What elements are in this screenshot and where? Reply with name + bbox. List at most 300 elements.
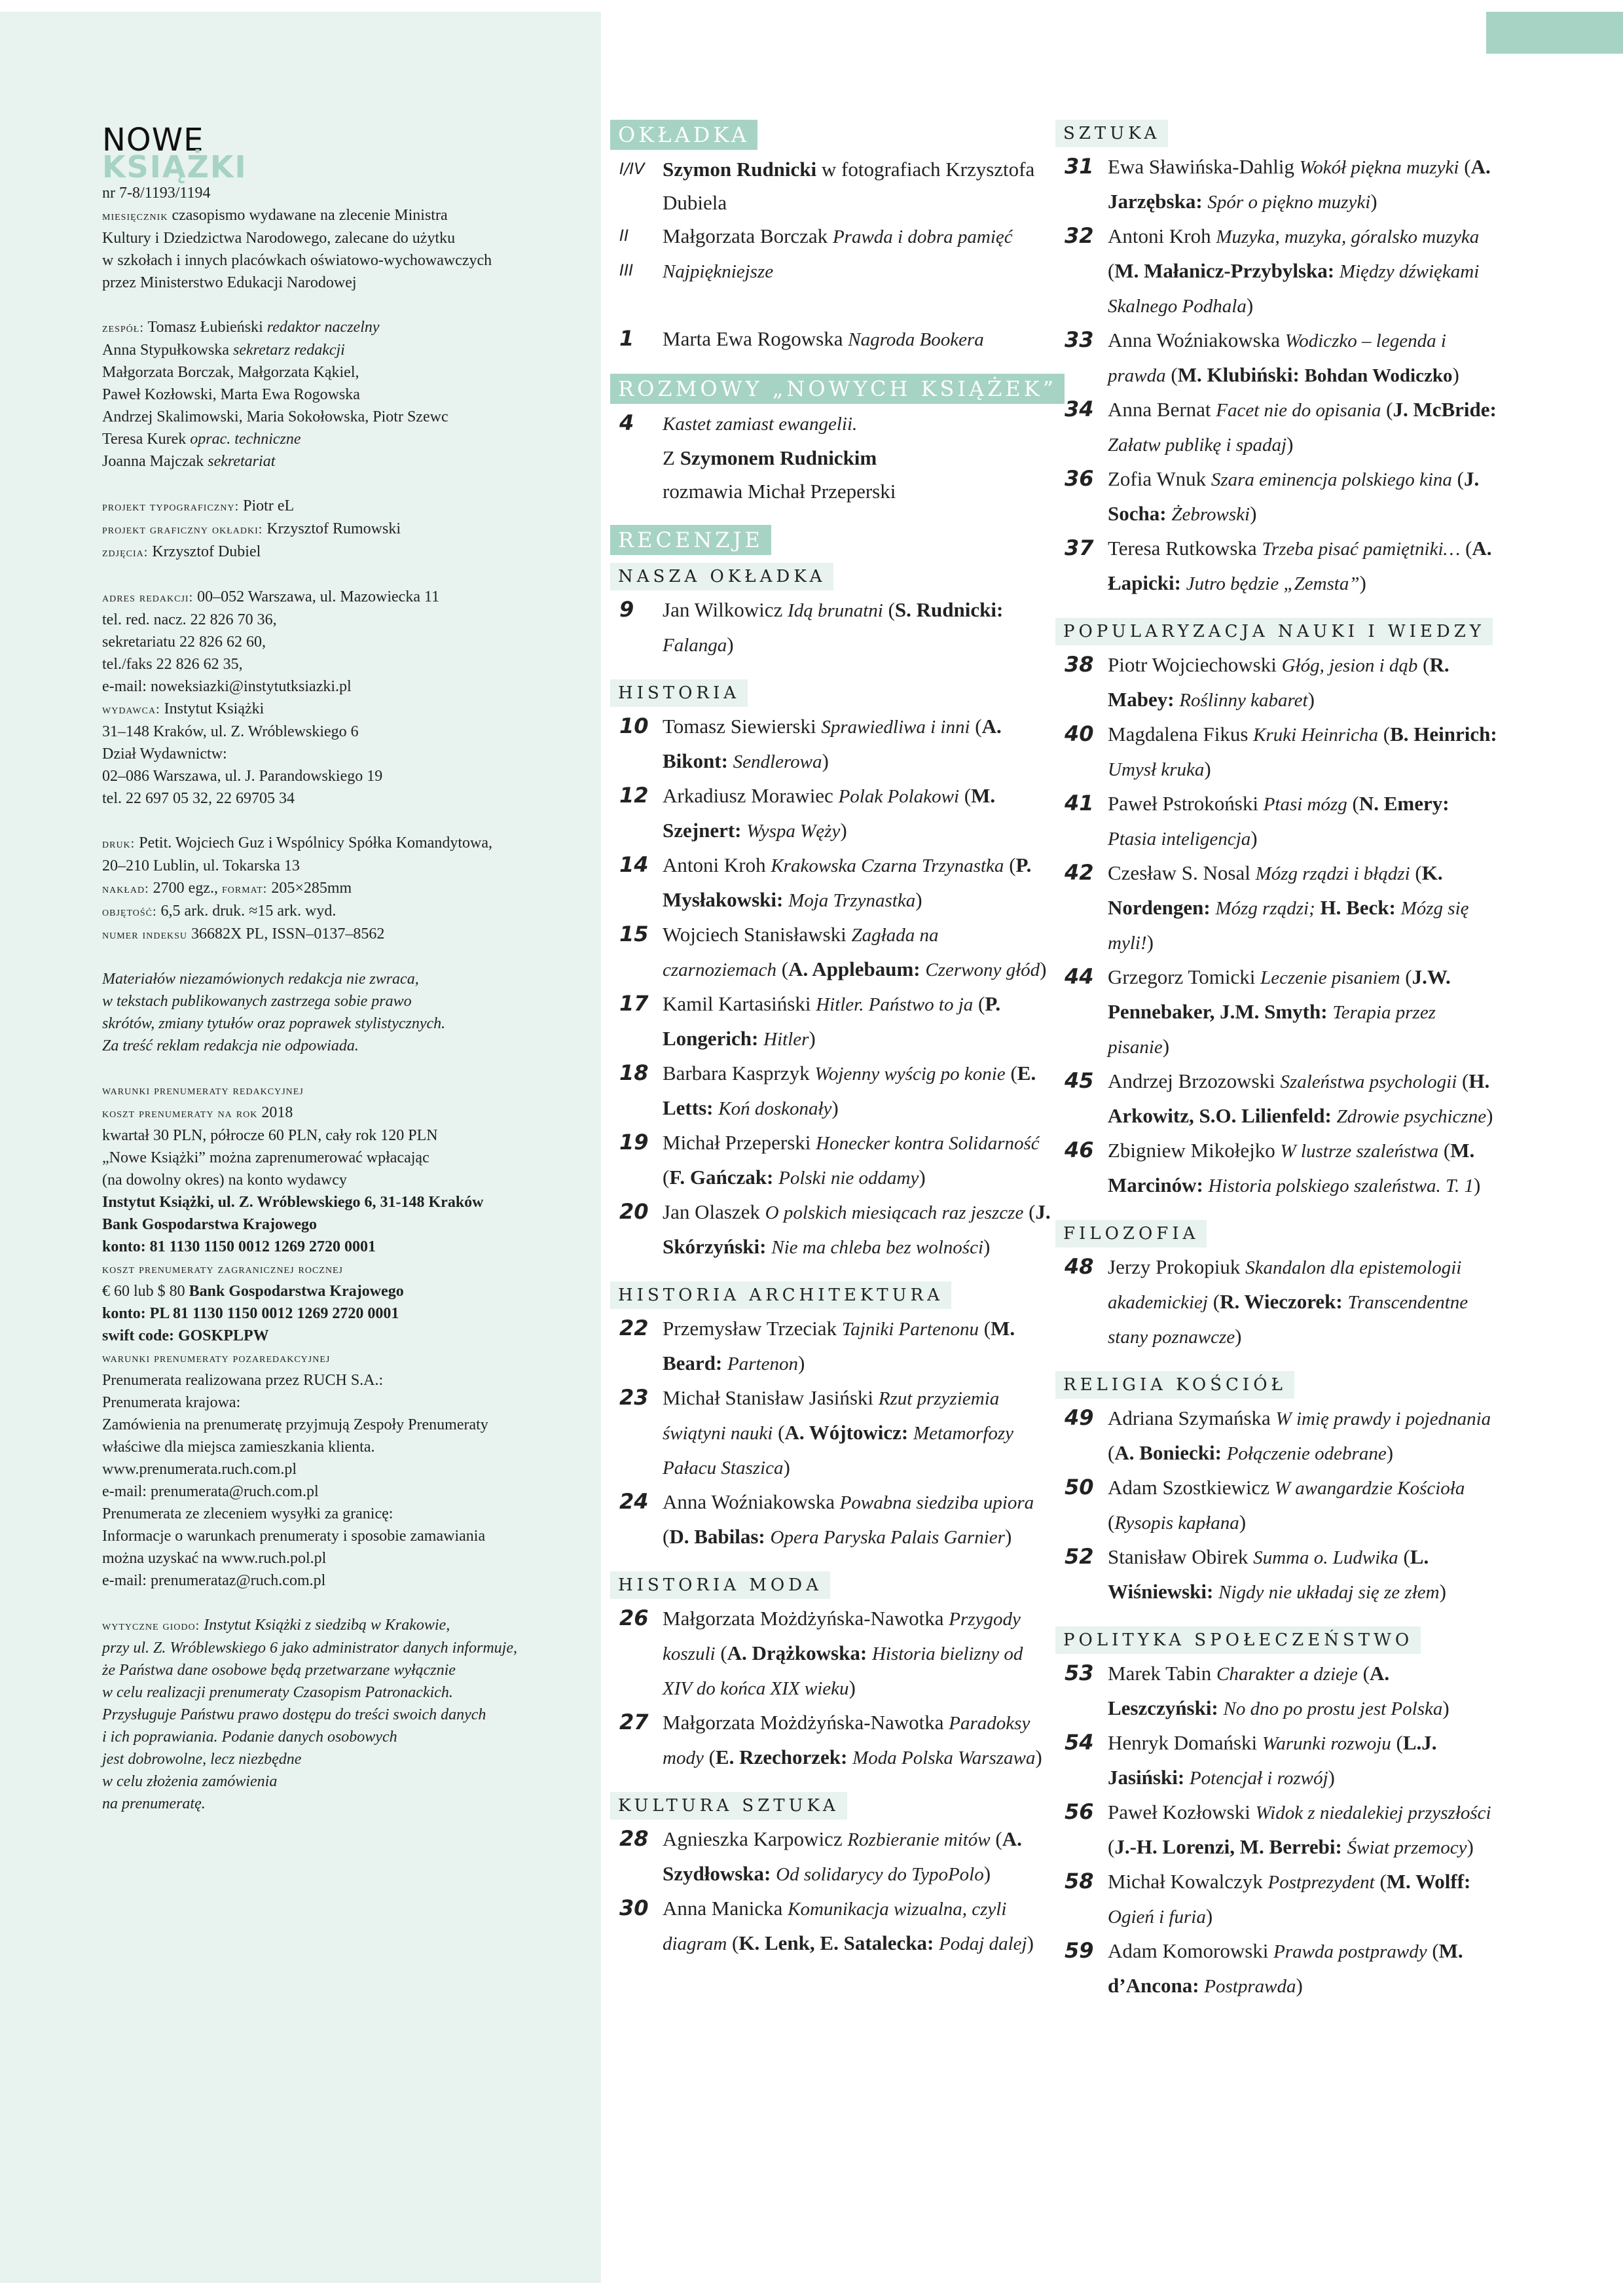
page-number: 12	[619, 783, 649, 808]
toc-entry: 31 Ewa Sławińska-Dahlig Wokół piękna muzyki (A. Jarzębska: Spór o piękno muzyki)	[1055, 150, 1501, 219]
entry-title: W lustrze szaleństwa	[1280, 1141, 1439, 1162]
entry-text: w fotografiach Krzysztofa Dubiela	[663, 158, 1035, 214]
team-secretariat: Joanna Majczak sekretariat	[102, 453, 276, 470]
entry-title: Muzyka, muzyka, góralsko muzyka	[1216, 226, 1480, 247]
entry-title: Nagroda Bookera	[848, 329, 984, 350]
team-second: Anna Stypułkowska sekretarz redakcji	[102, 342, 345, 359]
section-subheader-row	[1055, 120, 1501, 147]
reviewed-author: L.J. Jasiński:	[1108, 1731, 1437, 1789]
reviewed-author: A. Leszczyński:	[1108, 1662, 1390, 1719]
toc-section	[610, 120, 1055, 357]
page-number: 15	[619, 922, 649, 946]
description-lines-item: Kultury i Dziedzictwa Narodowego, zalecane do użytku	[102, 230, 456, 247]
entry-title: Facet nie do opisania	[1216, 400, 1381, 421]
reviewed-author: A. Applebaum:	[788, 958, 921, 980]
section-subheader-row	[610, 1792, 1055, 1820]
reviewed-author: A. Wójtowicz:	[784, 1421, 909, 1444]
logo-line-1: NOWE	[102, 122, 204, 158]
toc-entry	[610, 322, 1055, 357]
toc-entry	[610, 289, 1055, 322]
subscription-year: koszt prenumeraty na rok 2018	[102, 1104, 293, 1121]
reviewed-author: M. Szejnert:	[663, 784, 996, 842]
section-subheader: SZTUKA	[1055, 120, 1168, 147]
reviewed-title: Potencjał i rozwój	[1189, 1768, 1328, 1789]
page-number: 44	[1065, 964, 1094, 989]
reviewed-author: M. d’Ancona:	[1108, 1939, 1463, 1997]
entry-title: Trzeba pisać pamiętniki…	[1262, 539, 1461, 560]
publisher-lines-item: 31–148 Kraków, ul. Z. Wróblewskiego 6	[102, 723, 359, 740]
entry-author: Szymon Rudnicki	[663, 158, 817, 181]
entry-title: Summa o. Ludwika	[1253, 1547, 1398, 1568]
publisher-lines-item: 02–086 Warszawa, ul. J. Parandowskiego 19	[102, 768, 383, 785]
toc-entry: 37 Teresa Rutkowska Trzeba pisać pamiętniki… (A. Łapicki: Jutro będzie „Zemsta”)	[1055, 531, 1501, 601]
subscription-lines-item: (na dowolny okres) na konto wydawcy	[102, 1172, 347, 1189]
foreign-bold	[102, 1302, 574, 1347]
entry-title: Polak Polakowi	[838, 786, 960, 807]
reviewed-title: Roślinny kabaret	[1179, 690, 1308, 711]
toc-entry: 17 Kamil Kartasiński Hitler. Państwo to ja (P. Longerich: Hitler)	[610, 987, 1055, 1056]
reviewed-title: Metamorfozy Pałacu Staszica	[663, 1423, 1014, 1479]
section-header: OKŁADKA	[610, 120, 757, 150]
toc-section	[1055, 1371, 1501, 1609]
toc-entry: 45 Andrzej Brzozowski Szaleństwa psychologii (H. Arkowitz, S.O. Lilienfeld: Zdrowie psychiczne)	[1055, 1064, 1501, 1134]
giodo-lines-item: że Państwa dane osobowe będą przetwarzane wyłącznie	[102, 1662, 456, 1679]
reviewed-author: N. Emery:	[1359, 792, 1450, 815]
entry-author: Marek Tabin	[1108, 1662, 1212, 1685]
page-number: 1	[619, 326, 634, 351]
entry-author: Piotr Wojciechowski	[1108, 653, 1277, 676]
reviewed-title: Koń doskonały	[718, 1098, 832, 1119]
entry-title: Zagłada na czarnoziemach	[663, 925, 939, 980]
address: adres redakcji: 00–052 Warszawa, ul. Mazowiecka 11	[102, 588, 440, 605]
reviewed-title: Polski nie oddamy	[778, 1168, 919, 1189]
entry-author: Marta Ewa Rogowska	[663, 327, 843, 350]
reviewed-title: Ptasia inteligencja	[1108, 829, 1251, 850]
entry-title: Komunikacja wizualna, czyli diagram	[663, 1899, 1007, 1954]
section-subheader: HISTORIA	[610, 679, 748, 707]
foreign-bold-item: konto: PL 81 1130 1150 0012 1269 2720 0001	[102, 1305, 399, 1322]
toc-entry: 28 Agnieszka Karpowicz Rozbieranie mitów (A. Szydłowska: Od solidarycy do TypoPolo)	[610, 1822, 1055, 1892]
toc-entry	[610, 219, 1055, 254]
nonedit-lines-item: e-mail: prenumerata@ruch.com.pl	[102, 1483, 319, 1500]
reviewed-title: Nie ma chleba bez wolności	[771, 1237, 984, 1258]
team-lines	[102, 361, 574, 428]
toc-entries	[1055, 1657, 1501, 2003]
toc-entry: 27 Małgorzata Możdżyńska-Nawotka Paradoksy mody (E. Rzechorzek: Moda Polska Warszawa)	[610, 1706, 1055, 1775]
page-number: 53	[1065, 1660, 1094, 1685]
page-number: 48	[1065, 1254, 1094, 1279]
disclaimer-item: w tekstach publikowanych zastrzega sobie prawo	[102, 993, 412, 1010]
entry-author: Przemysław Trzeciak	[663, 1317, 837, 1340]
toc-entry: 14 Antoni Kroh Krakowska Czarna Trzynastka (P. Mysłakowski: Moja Trzynastka)	[610, 848, 1055, 918]
entry-author: Antoni Kroh	[1108, 224, 1211, 247]
logo-line-2: KSIĄŻKI	[102, 149, 247, 185]
page-number: 28	[619, 1826, 649, 1851]
toc-entries	[610, 406, 1055, 508]
section-subheader: NASZA OKŁADKA	[610, 563, 833, 590]
entry-author: Henryk Domański	[1108, 1731, 1258, 1754]
toc-entry: 40 Magdalena Fikus Kruki Heinricha (B. Heinrich: Umysł kruka)	[1055, 717, 1501, 787]
reviewed-author: E. Letts:	[663, 1062, 1036, 1119]
toc-section	[610, 1792, 1055, 1961]
entry-title: Ptasi mózg	[1263, 794, 1347, 815]
reviewed-title: Ogień i furia	[1108, 1907, 1206, 1928]
entry-author: Stanisław Obirek	[1108, 1545, 1249, 1568]
reviewed-title: Świat przemocy	[1347, 1837, 1467, 1858]
reviewed-author: A. Szydłowska:	[663, 1827, 1022, 1885]
toc-entry: 20 Jan Olaszek O polskich miesiącach raz jeszcze (J. Skórzyński: Nie ma chleba bez wolności)	[610, 1195, 1055, 1265]
reviewed-title: Transcendentne stany poznawcze	[1108, 1292, 1468, 1348]
entry-title: Prawda postprawdy	[1273, 1941, 1427, 1962]
toc-entry	[610, 254, 1055, 289]
page-number: III	[619, 261, 634, 279]
entry-title: Skandalon dla epistemologii akademickiej	[1108, 1257, 1462, 1313]
section-subheader-row	[1055, 1626, 1501, 1654]
reviewed-title: Partenon	[727, 1354, 798, 1374]
reviewed-author: M. Wolff:	[1386, 1870, 1471, 1893]
nonedit-lines	[102, 1369, 574, 1592]
page-number: 24	[619, 1489, 649, 1514]
toc-entry: 30 Anna Manicka Komunikacja wizualna, czyli diagram (K. Lenk, E. Satalecka: Podaj dalej)	[610, 1892, 1055, 1961]
page-number: 37	[1065, 535, 1094, 560]
entry-title: Szara eminencja polskiego kina	[1211, 469, 1452, 490]
page-number: 31	[1065, 154, 1094, 179]
team: zespół: Tomasz Łubieński redaktor naczelny	[102, 319, 380, 336]
toc-entry: 46 Zbigniew Mikołejko W lustrze szaleństwa (M. Marcinów: Historia polskiego szaleństwa. T. 1)	[1055, 1134, 1501, 1203]
toc-entries	[610, 152, 1055, 357]
entry-author: Anna Bernat	[1108, 398, 1211, 421]
entry-title: Rzut przyziemia świątyni nauki	[663, 1388, 1000, 1444]
toc-entry	[610, 406, 1055, 508]
reviewed-author: P. Longerich:	[663, 992, 1001, 1050]
entry-author: Zofia Wnuk	[1108, 467, 1207, 490]
section-subheader-row	[610, 563, 1055, 590]
address-lines-item: tel./faks 22 826 62 35,	[102, 656, 243, 673]
masthead	[102, 124, 574, 1815]
section-header-row	[610, 120, 1055, 150]
toc-entries	[610, 1822, 1055, 1961]
reviewed-author: M. Marcinów:	[1108, 1139, 1475, 1196]
giodo: wytyczne giodo: Instytut Książki z siedzibą w Krakowie,	[102, 1617, 450, 1634]
toc-entry: 50 Adam Szostkiewicz W awangardzie Kościoła (Rysopis kapłana)	[1055, 1471, 1501, 1540]
entry-author: Jerzy Prokopiuk	[1108, 1255, 1241, 1278]
page-number: 14	[619, 852, 649, 877]
toc-section	[1055, 120, 1501, 601]
toc-entry: 10 Tomasz Siewierski Sprawiedliwa i inni (A. Bikont: Sendlerowa)	[610, 709, 1055, 779]
reviewed-title: Bohdan Wodiczko	[1304, 365, 1453, 386]
toc-entry: 34 Anna Bernat Facet nie do opisania (J. McBride: Załatw publikę i spadaj)	[1055, 393, 1501, 462]
toc-entries	[610, 1602, 1055, 1775]
toc-entry: 15 Wojciech Stanisławski Zagłada na czarnoziemach (A. Applebaum: Czerwony głód)	[610, 918, 1055, 987]
page-number: 40	[1065, 721, 1094, 746]
toc-section	[610, 374, 1055, 508]
page-number: 18	[619, 1060, 649, 1085]
page-number: 27	[619, 1710, 649, 1734]
toc-entry: 33 Anna Woźniakowska Wodiczko – legenda i prawda (M. Klubiński: Bohdan Wodiczko)	[1055, 323, 1501, 393]
entry-author: Zbigniew Mikołejko	[1108, 1139, 1275, 1162]
page-number: 36	[1065, 466, 1094, 491]
toc-entry: 23 Michał Stanisław Jasiński Rzut przyziemia świątyni nauki (A. Wójtowicz: Metamorfozy Pałacu Staszica)	[610, 1381, 1055, 1485]
subscription-bold-item: Instytut Książki, ul. Z. Wróblewskiego 6, 31-148 Kraków	[102, 1194, 484, 1211]
page-number: 42	[1065, 860, 1094, 885]
entry-title: Powabna siedziba upiora	[839, 1492, 1034, 1513]
toc-section	[1055, 1626, 1501, 2003]
page-number: 22	[619, 1316, 649, 1340]
toc-section	[610, 1282, 1055, 1554]
toc-entries	[1055, 1401, 1501, 1609]
entry-author: Małgorzata Możdżyńska-Nawotka	[663, 1607, 944, 1630]
toc-entry: 22 Przemysław Trzeciak Tajniki Partenonu (M. Beard: Partenon)	[610, 1312, 1055, 1381]
entry-author: Teresa Rutkowska	[1108, 537, 1257, 560]
page-number: 10	[619, 713, 649, 738]
section-subheader: KULTURA SZTUKA	[610, 1792, 847, 1820]
toc-entry: 19 Michał Przeperski Honecker kontra Solidarność (F. Gańczak: Polski nie oddamy)	[610, 1126, 1055, 1195]
subscription-bold-item: konto: 81 1130 1150 0012 1269 2720 0001	[102, 1238, 376, 1255]
entry-author: Arkadiusz Morawiec	[663, 784, 833, 807]
toc-entries	[610, 1312, 1055, 1554]
entry-title: Szaleństwa psychologii	[1280, 1071, 1457, 1092]
toc-entry: 54 Henryk Domański Warunki rozwoju (L.J. Jasiński: Potencjał i rozwój)	[1055, 1726, 1501, 1795]
entry-title: Tajniki Partenonu	[841, 1319, 979, 1340]
address-lines-item: e-mail: noweksiazki@instytutksiazki.pl	[102, 678, 352, 695]
reviewed-author: R. Mabey:	[1108, 653, 1450, 711]
toc-entry	[610, 152, 1055, 219]
publisher-lines-item: tel. 22 697 05 32, 22 69705 34	[102, 790, 295, 807]
entry-author: Paweł Kozłowski	[1108, 1801, 1250, 1823]
subscription-lines-item: kwartał 30 PLN, półrocze 60 PLN, cały rok 120 PLN	[102, 1127, 438, 1144]
nonedit-lines-item: Informacje o warunkach prenumeraty i sposobie zamawiania	[102, 1528, 486, 1545]
entry-title: Przygody koszuli	[663, 1609, 1021, 1664]
toc-entry: 18 Barbara Kasprzyk Wojenny wyścig po konie (E. Letts: Koń doskonały)	[610, 1056, 1055, 1126]
disclaimer-item: Materiałów niezamówionych redakcja nie zwraca,	[102, 971, 419, 988]
print-run: nakład: 2700 egz., format: 205×285mm	[102, 880, 352, 897]
entry-prefix: Z	[663, 446, 675, 469]
reviewed-author: J. Socha:	[1108, 467, 1480, 525]
reviewed-title: Opera Paryska Palais Garnier	[770, 1527, 1005, 1548]
reviewed-author: M. Beard:	[663, 1317, 1015, 1374]
reviewed-author: A. Boniecki:	[1114, 1441, 1222, 1464]
section-header: RECENZJE	[610, 525, 771, 555]
reviewed-title: Od solidarycy do TypoPolo	[776, 1864, 984, 1885]
giodo-lines-item: przy ul. Z. Wróblewskiego 6 jako administrator danych informuje,	[102, 1640, 517, 1657]
subscription-lines	[102, 1124, 574, 1191]
disclaimer	[102, 968, 574, 1057]
toc-entries	[610, 593, 1055, 662]
toc-column-1	[610, 120, 1055, 1961]
reviewed-author: S. Rudnicki:	[894, 598, 1004, 621]
reviewed-author: J. McBride:	[1393, 398, 1497, 421]
section-subheader: FILOZOFIA	[1055, 1220, 1207, 1247]
typo-design: projekt typograficzny: Piotr eL	[102, 497, 295, 514]
entry-title: Postprezydent	[1267, 1872, 1375, 1893]
entry-title: O polskich miesiącach raz jeszcze	[765, 1202, 1024, 1223]
giodo-lines-item: jest dobrowolne, lecz niezbędne	[102, 1751, 302, 1768]
toc-entry: 38 Piotr Wojciechowski Głóg, jesion i dąb (R. Mabey: Roślinny kabaret)	[1055, 648, 1501, 717]
entry-author: Ewa Sławińska-Dahlig	[1108, 155, 1294, 178]
giodo-lines-item: Przysługuje Państwu prawo dostępu do treści swoich danych	[102, 1706, 486, 1723]
reviewed-author: P. Mysłakowski:	[663, 853, 1032, 911]
publisher-lines	[102, 721, 574, 810]
reviewed-title: Sendlerowa	[733, 751, 822, 772]
entry-author: Wojciech Stanisławski	[663, 923, 847, 946]
entry-author: Magdalena Fikus	[1108, 723, 1249, 745]
reviewed-author: H. Beck:	[1320, 896, 1396, 919]
entry-author: Czesław S. Nosal	[1108, 861, 1250, 884]
page-number: 50	[1065, 1475, 1094, 1499]
description-lines-item: w szkołach i innych placówkach oświatowo-wychowawczych	[102, 252, 492, 269]
reviewed-author: J. Skórzyński:	[663, 1200, 1051, 1258]
reviewed-author: A. Jarzębska:	[1108, 155, 1491, 213]
interviewer: rozmawia Michał Przeperski	[663, 480, 896, 503]
team-lines-item: Paweł Kozłowski, Marta Ewa Rogowska	[102, 386, 360, 403]
description-lines-item: przez Ministerstwo Edukacji Narodowej	[102, 274, 357, 291]
section-header-row	[610, 525, 1055, 555]
toc-entry: 48 Jerzy Prokopiuk Skandalon dla epistemologii akademickiej (R. Wieczorek: Transcendentne stany poznawcze)	[1055, 1250, 1501, 1354]
index-number: numer indeksu 36682X PL, ISSN–0137–8562	[102, 925, 385, 942]
reviewed-author: L. Wiśniewski:	[1108, 1545, 1429, 1603]
reviewed-title: Wyspa Węży	[746, 821, 841, 842]
toc-entry: 9 Jan Wilkowicz Idą brunatni (S. Rudnicki: Falanga)	[610, 593, 1055, 662]
entry-author: Adam Szostkiewicz	[1108, 1476, 1270, 1499]
reviewed-author: K. Lenk, E. Satalecka:	[739, 1931, 934, 1954]
page-number: 23	[619, 1385, 649, 1410]
entry-author: Adam Komorowski	[1108, 1939, 1269, 1962]
page-number: 4	[619, 410, 634, 435]
reviewed-author: R. Wieczorek:	[1220, 1290, 1343, 1313]
section-subheader-row	[610, 1282, 1055, 1309]
reviewed-title: Połączenie odebrane	[1226, 1443, 1387, 1464]
reviewed-author: M. Klubiński:	[1177, 363, 1300, 386]
toc-section	[610, 525, 1055, 662]
entry-author: Małgorzata Borczak	[663, 224, 828, 247]
section-subheader: HISTORIA MODA	[610, 1571, 830, 1599]
entry-author: Anna Manicka	[663, 1897, 783, 1920]
reviewed-title: Nigdy nie układaj się ze złem	[1218, 1582, 1440, 1603]
reviewed-title: Mózg się myli!	[1108, 898, 1469, 954]
disclaimer-item: Za treść reklam redakcja nie odpowiada.	[102, 1037, 359, 1054]
entry-title: Wojenny wyścig po konie	[814, 1064, 1006, 1085]
toc-section	[1055, 1220, 1501, 1354]
page-number: 33	[1065, 327, 1094, 352]
page-number: 26	[619, 1605, 649, 1630]
page-number: 52	[1065, 1544, 1094, 1569]
giodo-lines	[102, 1637, 574, 1815]
volume: objętość: 6,5 ark. druk. ≈15 ark. wyd.	[102, 903, 337, 920]
page-number: 9	[619, 597, 634, 622]
reviewed-title: Hitler	[763, 1029, 809, 1050]
page-number: 34	[1065, 397, 1094, 422]
toc-section	[610, 1571, 1055, 1775]
entry-title: Głóg, jesion i dąb	[1281, 655, 1418, 676]
subscription-bold-item: Bank Gospodarstwa Krajowego	[102, 1216, 318, 1233]
entry-author: Anna Woźniakowska	[1108, 329, 1280, 351]
reviewed-author: A. Drążkowska:	[727, 1641, 867, 1664]
toc-entries	[1055, 150, 1501, 601]
toc-entry: 24 Anna Woźniakowska Powabna siedziba upiora (D. Babilas: Opera Paryska Palais Garnier)	[610, 1485, 1055, 1554]
reviewed-title: Umysł kruka	[1108, 759, 1205, 780]
entry-author: Jan Olaszek	[663, 1200, 760, 1223]
page-number: 59	[1065, 1938, 1094, 1963]
logo	[102, 122, 574, 185]
nonedit-lines-item: www.prenumerata.ruch.com.pl	[102, 1461, 297, 1478]
reviewed-author: B. Heinrich:	[1390, 723, 1497, 745]
entry-author: Anna Woźniakowska	[663, 1490, 835, 1513]
giodo-lines-item: i ich poprawiania. Podanie danych osobowych	[102, 1729, 397, 1746]
entry-author: Jan Wilkowicz	[663, 598, 783, 621]
page-number: II	[619, 226, 629, 245]
entry-title: Sprawiedliwa i inni	[821, 717, 970, 738]
foreign-label: koszt prenumeraty zagranicznej rocznej	[102, 1262, 344, 1276]
entry-title: W imię prawdy i pojednania	[1275, 1408, 1491, 1429]
toc-entry: 58 Michał Kowalczyk Postprezydent (M. Wolff: Ogień i furia)	[1055, 1865, 1501, 1934]
address-lines-item: tel. red. nacz. 22 826 70 36,	[102, 611, 277, 628]
nonedit-lines-item: e-mail: prenumerataz@ruch.com.pl	[102, 1572, 326, 1589]
subscription-lines-item: „Nowe Książki” można zaprenumerować wpłacając	[102, 1149, 429, 1166]
address-lines-item: sekretariatu 22 826 62 60,	[102, 634, 266, 651]
entry-author: Paweł Pstrokoński	[1108, 792, 1258, 815]
print-line2: 20–210 Lublin, ul. Tokarska 13	[102, 857, 300, 874]
photos: zdjęcia: Krzysztof Dubiel	[102, 543, 261, 560]
entry-title: Prawda i dobra pamięć	[832, 226, 1013, 247]
reviewed-title: Mózg rządzi;	[1215, 898, 1315, 919]
page-number: 17	[619, 991, 649, 1016]
entry-title: Wokół piękna muzyki	[1299, 157, 1459, 178]
toc-entry: 26 Małgorzata Możdżyńska-Nawotka Przygody koszuli (A. Drążkowska: Historia bielizny od XIV do końca XIX wieku)	[610, 1602, 1055, 1706]
section-subheader-row	[1055, 1220, 1501, 1247]
reviewed-title: No dno po prostu jest Polska	[1223, 1698, 1443, 1719]
nonedit-lines-item: właściwe dla miejsca zamieszkania klienta.	[102, 1439, 375, 1456]
entry-author: Antoni Kroh	[663, 853, 766, 876]
team-tech: Teresa Kurek oprac. techniczne	[102, 431, 301, 448]
toc-entries	[610, 709, 1055, 1265]
section-subheader-row	[610, 1571, 1055, 1599]
entry-title: Charakter a dzieje	[1216, 1664, 1358, 1685]
entry-author: Kamil Kartasiński	[663, 992, 811, 1015]
publisher: wydawca: Instytut Książki	[102, 700, 264, 717]
entry-title: Warunki rozwoju	[1262, 1733, 1391, 1754]
reviewed-author: D. Babilas:	[669, 1525, 765, 1548]
entry-author: Małgorzata Możdżyńska-Nawotka	[663, 1711, 944, 1734]
entry-title: Najpiękniejsze	[663, 261, 774, 282]
entry-title: Rozbieranie mitów	[847, 1829, 991, 1850]
reviewed-title: Zdrowie psychiczne	[1336, 1106, 1487, 1127]
page-number: I/IV	[619, 160, 645, 178]
section-header: ROZMOWY „NOWYCH KSIĄŻEK”	[610, 374, 1065, 404]
reviewed-author: H. Arkowitz, S.O. Lilienfeld:	[1108, 1069, 1490, 1127]
disclaimer-item: skrótów, zmiany tytułów oraz poprawek stylistycznych.	[102, 1015, 446, 1032]
entry-title: Leczenie pisaniem	[1260, 967, 1400, 988]
corner-tab	[1486, 12, 1623, 54]
reviewed-author: E. Rzechorzek:	[715, 1746, 848, 1768]
section-subheader-row	[610, 679, 1055, 707]
reviewed-title: Czerwony głód	[925, 960, 1040, 980]
reviewed-title: Moja Trzynastka	[788, 890, 916, 911]
address-lines	[102, 609, 574, 698]
entry-title: Wodiczko – legenda i prawda	[1108, 331, 1446, 386]
section-subheader-row	[1055, 1371, 1501, 1399]
cover-design: projekt graficzny okładki: Krzysztof Rumowski	[102, 520, 401, 537]
toc-section	[1055, 618, 1501, 1203]
entry-author: Tomasz Siewierski	[663, 715, 816, 738]
nonedit-lines-item: Zamówienia na prenumeratę przyjmują Zespoły Prenumeraty	[102, 1416, 488, 1433]
nonedit-lines-item: Prenumerata ze zleceniem wysyłki za granicę:	[102, 1505, 393, 1522]
entry-author: Adriana Szymańska	[1108, 1407, 1271, 1429]
entry-author: Michał Kowalczyk	[1108, 1870, 1263, 1893]
page-number: 20	[619, 1199, 649, 1224]
issue-number: nr 7-8/1193/1194	[102, 185, 211, 202]
reviewed-title: Terapia przez pisanie	[1108, 1002, 1436, 1058]
reviewed-title: Rysopis kapłana	[1114, 1513, 1239, 1534]
